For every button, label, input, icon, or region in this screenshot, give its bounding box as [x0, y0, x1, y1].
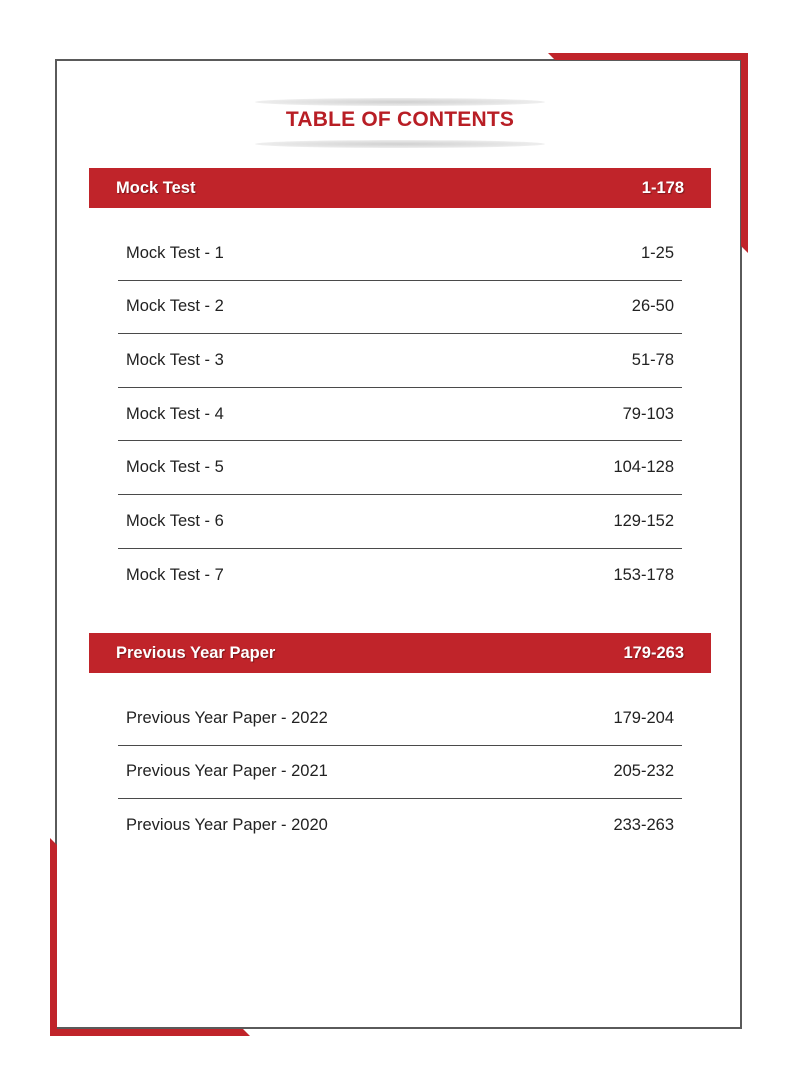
entry-label: Mock Test - 4 — [126, 404, 224, 423]
entry-pages: 26-50 — [631, 297, 674, 316]
entry-label: Mock Test - 1 — [126, 243, 224, 262]
section-pages: 179-263 — [623, 643, 684, 662]
entry-pages: 79-103 — [622, 404, 674, 423]
toc-entry[interactable] — [118, 441, 682, 495]
toc-entry[interactable] — [118, 227, 682, 281]
entry-pages: 179-204 — [613, 708, 674, 727]
entry-label: Mock Test - 2 — [126, 297, 224, 316]
entry-pages: 1-25 — [640, 243, 674, 262]
entry-label: Mock Test - 5 — [126, 458, 224, 477]
entry-label: Previous Year Paper - 2021 — [126, 762, 328, 781]
corner-accent-top-right — [548, 53, 748, 60]
section-label: Mock Test — [116, 178, 196, 197]
entry-label: Mock Test - 6 — [126, 511, 224, 530]
toc-entry[interactable] — [118, 692, 682, 746]
section-pages: 1-178 — [641, 178, 684, 197]
toc-entry[interactable] — [118, 746, 682, 800]
toc-entry[interactable] — [118, 495, 682, 549]
toc-entry[interactable] — [118, 549, 682, 603]
section-header-mock-test[interactable] — [89, 168, 711, 208]
entry-pages: 153-178 — [613, 565, 674, 584]
section-header-previous-year-paper[interactable] — [89, 633, 711, 673]
toc-entry[interactable] — [118, 281, 682, 335]
page-title: TABLE OF CONTENTS — [285, 108, 515, 131]
entry-pages: 233-263 — [613, 816, 674, 835]
entry-pages: 129-152 — [613, 511, 674, 530]
corner-accent-bottom-left — [50, 1029, 250, 1036]
entry-label: Previous Year Paper - 2022 — [126, 708, 328, 727]
title-swoosh-bottom — [255, 140, 545, 148]
entry-label: Mock Test - 3 — [126, 350, 224, 369]
entry-pages: 51-78 — [631, 350, 674, 369]
title-block — [255, 96, 545, 152]
entry-pages: 104-128 — [613, 458, 674, 477]
toc-entry[interactable] — [118, 388, 682, 442]
toc-entry[interactable] — [118, 334, 682, 388]
entry-label: Mock Test - 7 — [126, 565, 224, 584]
entry-label: Previous Year Paper - 2020 — [126, 816, 328, 835]
corner-accent-right — [741, 53, 748, 253]
corner-accent-left — [50, 838, 57, 1036]
title-swoosh-top — [255, 98, 545, 106]
section-label: Previous Year Paper — [116, 643, 276, 662]
previous-year-paper-list — [118, 692, 682, 853]
mock-test-list — [118, 227, 682, 602]
toc-entry[interactable] — [118, 799, 682, 853]
entry-pages: 205-232 — [613, 762, 674, 781]
